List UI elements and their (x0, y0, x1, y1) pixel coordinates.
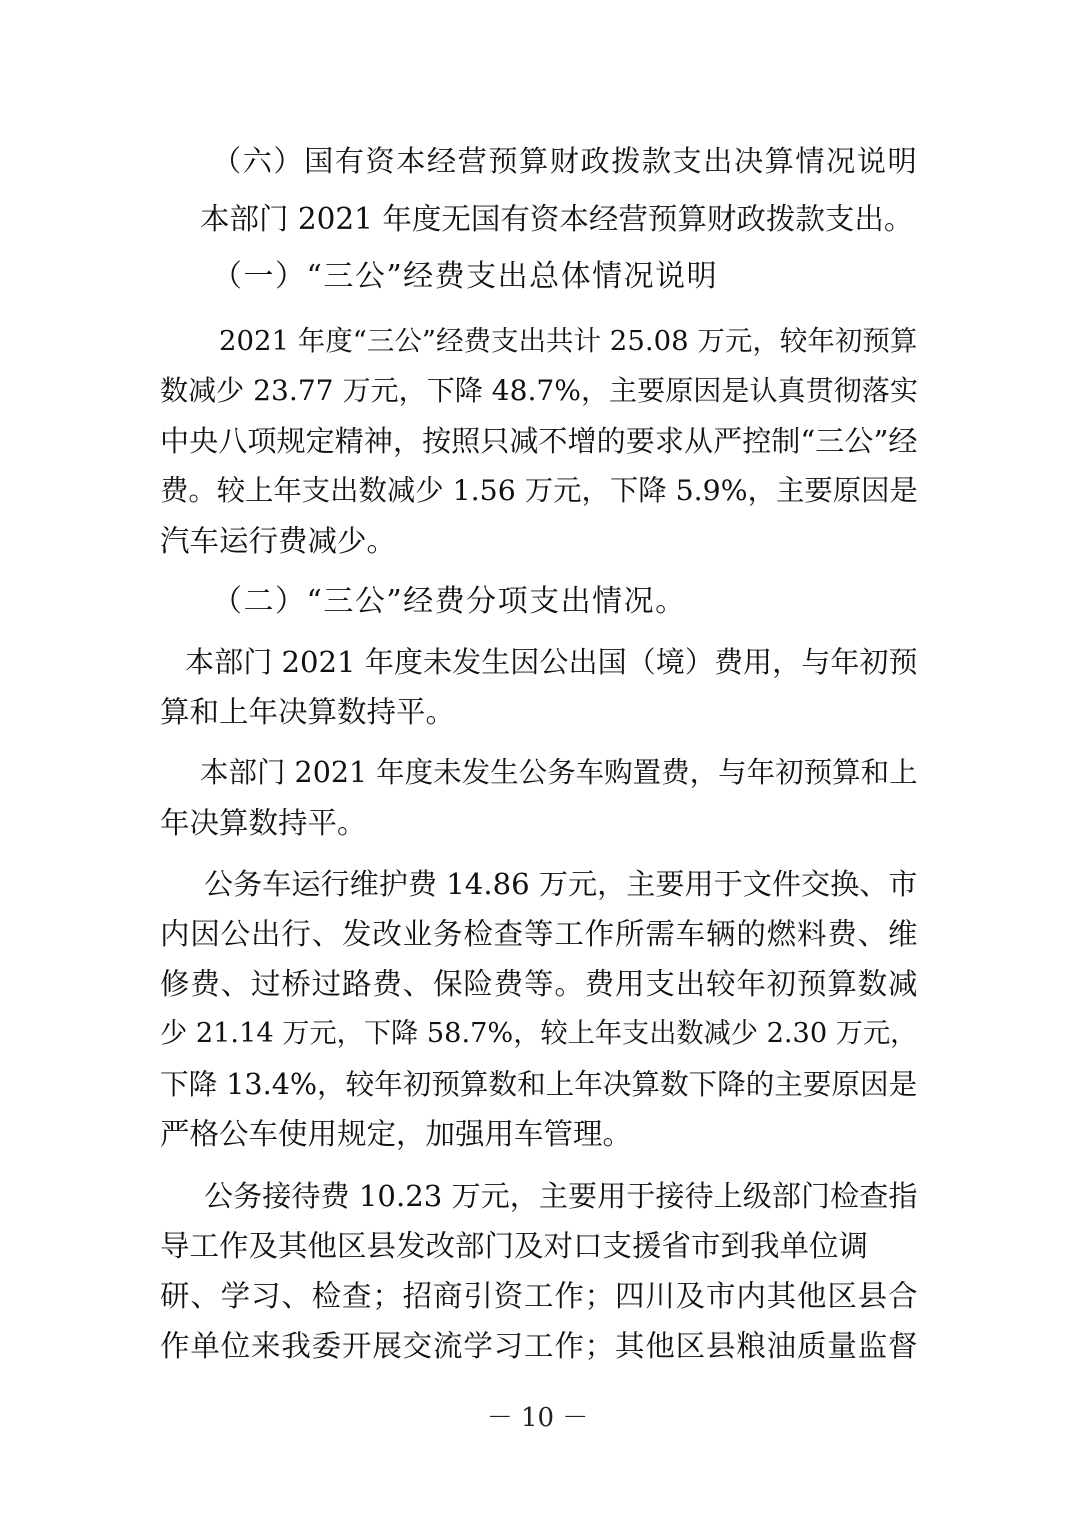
paragraph-vehicle-operation-line: 内因公出行、发改业务检查等工作所需车辆的燃料费、维 (160, 917, 919, 951)
paragraph-vehicle-operation-line: 严格公车使用规定，加强用车管理。 (160, 1117, 633, 1151)
paragraph-vehicle-operation-line: 少 21.14 万元，下降 58.7%，较上年支出数减少 2.30 万元， (160, 1018, 918, 1049)
paragraph-overall-line: 2021 年度“三公”经费支出共计 25.08 万元，较年初预算 (219, 325, 918, 357)
paragraph-overall-line: 中央八项规定精神，按照只减不增的要求从严控制“三公”经 (160, 424, 918, 458)
section-heading-itemized: （二）“三公”经费分项支出情况。 (212, 584, 687, 619)
paragraph-abroad-line: 本部门 2021 年度未发生因公出国（境）费用，与年初预 (185, 645, 918, 679)
paragraph-vehicle-operation-line: 下降 13.4%，较年初预算数和上年决算数下降的主要原因是 (160, 1067, 918, 1101)
paragraph-vehicle-operation-line: 修费、过桥过路费、保险费等。费用支出较年初预算数减 (160, 967, 919, 1001)
paragraph-abroad-line: 算和上年决算数持平。 (160, 695, 456, 729)
paragraph-vehicle-purchase-line: 本部门 2021 年度未发生公务车购置费，与年初预算和上 (200, 756, 918, 789)
section-heading-overall: （一）“三公”经费支出总体情况说明 (212, 259, 719, 294)
paragraph-overall-line: 数减少 23.77 万元，下降 48.7%，主要原因是认真贯彻落实 (160, 374, 918, 407)
paragraph-overall-line: 汽车运行费减少。 (160, 524, 397, 558)
paragraph-overall-line: 费。较上年支出数减少 1.56 万元，下降 5.9%，主要原因是 (160, 474, 918, 507)
paragraph-reception-line: 导工作及其他区县发改部门及对口支援省市到我单位调 (160, 1229, 869, 1263)
paragraph-reception-line: 作单位来我委开展交流学习工作；其他区县粮油质量监督 (160, 1329, 919, 1363)
paragraph-state-capital: 本部门 2021 年度无国有资本经营预算财政拨款支出。 (200, 202, 914, 236)
paragraph-vehicle-purchase-line: 年决算数持平。 (160, 806, 367, 840)
page-number: － 10 － (486, 1403, 589, 1433)
paragraph-reception-line: 研、学习、检查；招商引资工作；四川及市内其他区县合 (160, 1279, 919, 1313)
section-heading-state-capital: （六）国有资本经营预算财政拨款支出决算情况说明 (212, 144, 919, 178)
paragraph-vehicle-operation-line: 公务车运行维护费 14.86 万元，主要用于文件交换、市 (204, 867, 918, 901)
paragraph-reception-line: 公务接待费 10.23 万元，主要用于接待上级部门检查指 (204, 1179, 918, 1213)
